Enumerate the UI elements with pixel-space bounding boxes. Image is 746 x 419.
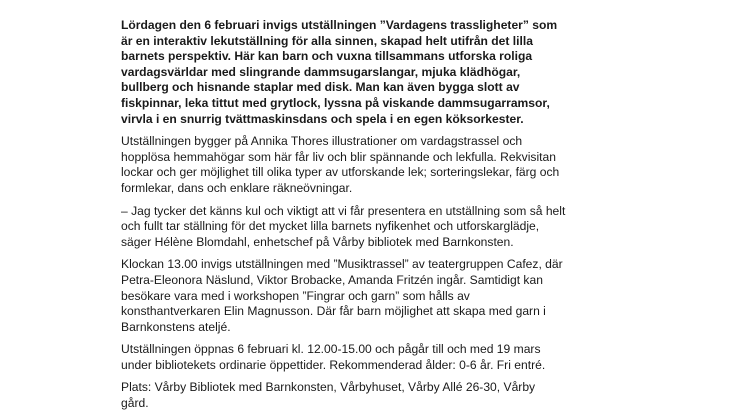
text-line: under bibliotekets ordinarie öppettider. Rekommenderad ålder: 0-6 år. Fri entré.	[121, 357, 546, 372]
text-line: är en interaktiv lekutställning för alla sinnen, skapad helt utifrån det lilla	[121, 33, 533, 48]
text-line: Klockan 13.00 invigs utställningen med ”Musiktrassel” av teatergruppen Cafez, där	[121, 257, 563, 272]
text-line: och fullt tar ställning för det mycket lilla barnets nyfikenhet och utforskarglädje,	[121, 219, 540, 234]
text-line: formlekar, dans och enklare räkneövningar.	[121, 180, 353, 195]
location-paragraph	[121, 380, 591, 411]
exhibition-description-paragraph	[121, 134, 591, 196]
text-line: lockar och ger möjlighet till olika typer av utforskande lek; sorteringslekar, färg och	[121, 165, 560, 180]
text-line: besökare vara med i workshopen ”Fingrar och garn” som hålls av	[121, 288, 470, 303]
text-line: bullberg och hisnande staplar med disk. Man kan även bygga slott av	[121, 80, 520, 95]
quote-paragraph	[121, 204, 591, 251]
text-line: Barnkonstens ateljé.	[121, 319, 231, 334]
text-line: virvla i en snurrig tvättmaskinsdans och spela i en egen köksorkester.	[121, 111, 524, 126]
text-line: Plats: Vårby Bibliotek med Barnkonsten, Vårbyhuset, Vårby Allé 26-30, Vårby	[121, 380, 536, 395]
text-line: Petra-Eleonora Näslund, Viktor Brobacke, Amanda Fritzén ingår. Samtidigt kan	[121, 272, 543, 287]
text-line: Lördagen den 6 februari invigs utställningen ”Vardagens trassligheter” som	[121, 18, 558, 32]
text-line: fiskpinnar, leka tittut med grytlock, lyssna på viskande dammsugarramsor,	[121, 95, 550, 110]
opening-hours-paragraph	[121, 342, 591, 373]
opening-program-paragraph	[121, 257, 591, 335]
text-line: Utställningen bygger på Annika Thores illustrationer om vardagstrassel och	[121, 134, 523, 149]
text-line: – Jag tycker det känns kul och viktigt att vi får presentera en utställning som så helt	[121, 203, 566, 218]
text-line: hopplösa hemmahögar som här får liv och blir spännande och lekfulla. Rekvisitan	[121, 149, 556, 164]
text-line: konsthantverkaren Elin Magnusson. Där får barn möjlighet att skapa med garn i	[121, 304, 546, 319]
text-line: barnets perspektiv. Här kan barn och vuxna tillsammans utforska roliga	[121, 49, 533, 64]
text-line: Utställningen öppnas 6 februari kl. 12.00-15.00 och pågår till och med 19 mars	[121, 342, 541, 357]
text-line: säger Hélène Blomdahl, enhetschef på Vårby bibliotek med Barnkonsten.	[121, 234, 514, 249]
document-body	[121, 18, 591, 419]
text-line: vardagsvärldar med slingrande dammsugarslangar, mjuka klädhögar,	[121, 64, 521, 79]
text-line: gård.	[121, 396, 149, 411]
lead-paragraph	[121, 18, 591, 127]
